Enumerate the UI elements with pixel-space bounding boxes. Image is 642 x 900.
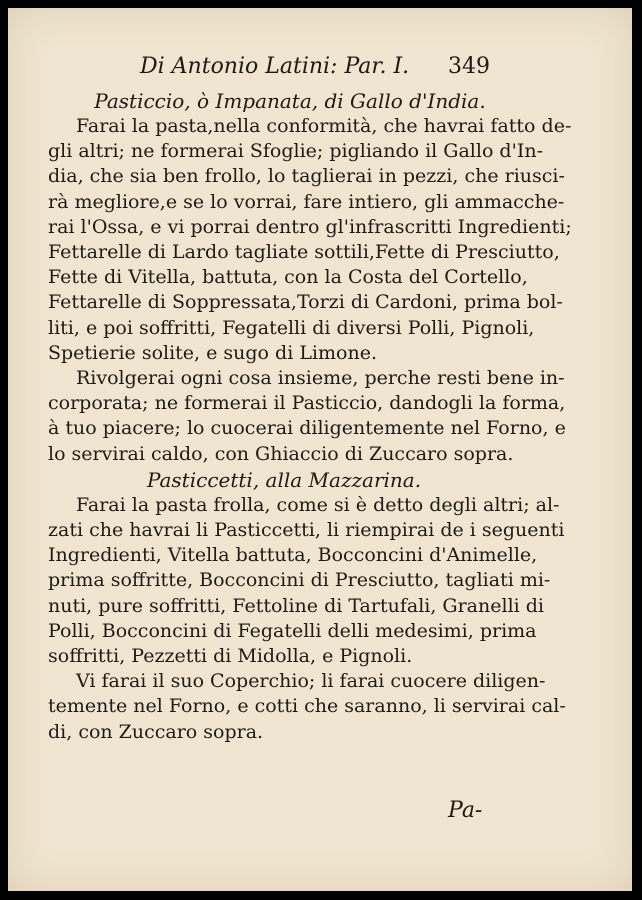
text-line: rai l'Ossa, e vi porrai dentro gl'infrascritti Ingredienti; — [48, 215, 572, 238]
text-line: Spetierie solite, e sugo di Limone. — [48, 341, 377, 364]
running-title: Di Antonio Latini: Par. I. — [140, 54, 410, 79]
text-line: Fettarelle di Soppressata,Torzi di Cardoni, prima bol- — [48, 291, 563, 314]
text-line: gli altri; ne formerai Sfoglie; pigliando il Gallo d'In- — [48, 140, 543, 163]
book-page — [8, 8, 632, 891]
text-line: Rivolgerai ogni cosa insieme, perche resti bene in- — [76, 367, 565, 390]
page-number: 349 — [448, 54, 490, 79]
text-line: nuti, pure soffritti, Fettoline di Tartufali, Granelli di — [48, 594, 545, 617]
text-line: dia, che sia ben frollo, lo taglierai in pezzi, che riusci- — [48, 165, 565, 188]
text-line: liti, e poi soffritti, Fegatelli di diversi Polli, Pignoli, — [48, 316, 535, 339]
text-line: à tuo piacere; lo cuocerai diligentemente nel Forno, e — [48, 417, 566, 440]
text-line: Polli, Bocconcini di Fegatelli delli medesimi, prima — [48, 619, 537, 642]
text-line: di, con Zuccaro sopra. — [48, 720, 264, 743]
text-line: Fette di Vitella, battuta, con la Costa del Cortello, — [48, 266, 528, 289]
section-heading: Pasticcetti, alla Mazzarina. — [146, 467, 422, 492]
text-line: zati che havrai li Pasticcetti, li riempirai de i seguenti — [48, 519, 565, 542]
text-block — [48, 88, 572, 745]
catchword: Pa- — [448, 798, 483, 823]
text-line: Farai la pasta frolla, come si è detto degli altri; al- — [76, 493, 560, 516]
text-line: corporata; ne formerai il Pasticcio, dandogli la forma, — [48, 392, 566, 415]
text-line: rà megliore,e se lo vorrai, fare intiero, gli ammacche- — [48, 190, 565, 213]
text-line: Fettarelle di Lardo tagliate sottili,Fette di Presciutto, — [48, 241, 560, 264]
text-line: lo servirai caldo, con Ghiaccio di Zuccaro sopra. — [48, 442, 514, 465]
text-line: Vi farai il suo Coperchio; li farai cuocere diligen- — [76, 670, 546, 693]
text-line: Farai la pasta,nella conformità, che havrai fatto de- — [76, 115, 572, 137]
section-heading: Pasticcio, ò Impanata, di Gallo d'India. — [94, 89, 486, 113]
text-line: Ingredienti, Vitella battuta, Bocconcini d'Animelle, — [48, 544, 538, 567]
text-line: temente nel Forno, e cotti che saranno, li servirai cal- — [48, 695, 566, 718]
text-line: prima soffritte, Bocconcini di Presciutto, tagliati mi- — [48, 569, 551, 592]
text-line: soffritti, Pezzetti di Midolla, e Pignoli. — [48, 645, 413, 668]
